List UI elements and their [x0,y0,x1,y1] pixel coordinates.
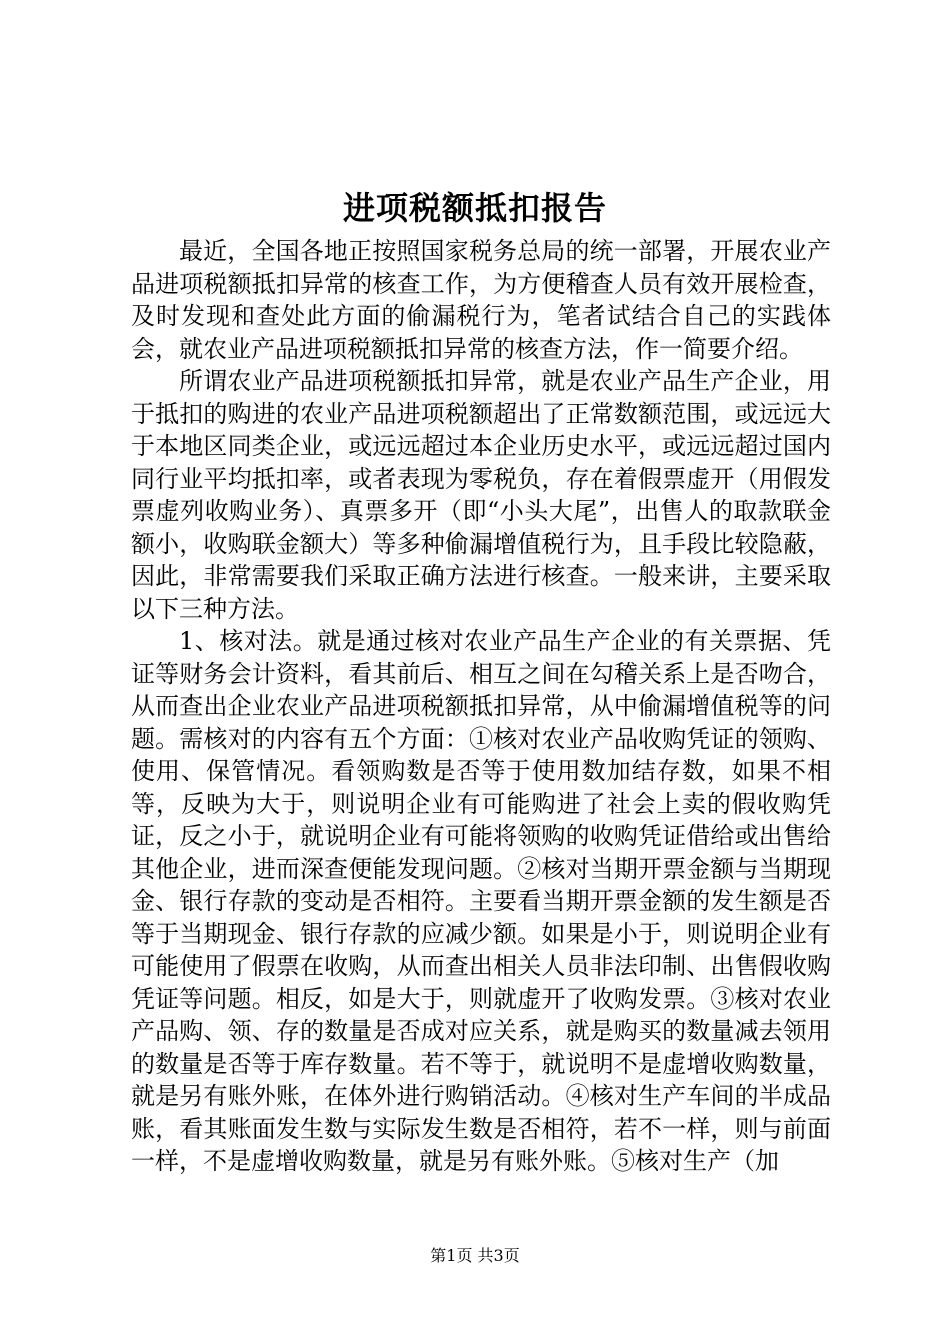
paragraph-intro: 最近，全国各地正按照国家税务总局的统一部署，开展农业产品进项税额抵扣异常的核查工作，为方便稽查人员有效开展检查，及时发现和查处此方面的偷漏税行为，笔者试结合自己的实践体会，就农业产品进项税额抵扣异常的核查方法，作一简要介绍。 [131,237,831,363]
page-number-footer: 第1页 共3页 [430,1246,520,1265]
paragraph-method-check: 1、核对法。就是通过核对农业产品生产企业的有关票据、凭证等财务会计资料，看其前后、相互之间在勾稽关系上是否吻合，从而查出企业农业产品进项税额抵扣异常，从中偷漏增值税等的问题。需核对的内容有五个方面：①核对农业产品收购凭证的领购、使用、保管情况。看领购数是否等于使用数加结存数，如果不相等，反映为大于，则说明企业有可能购进了社会上卖的假收购凭证，反之小于，就说明企业有可能将领购的收购凭证借给或出售给其他企业，进而深查便能发现问题。②核对当期开票金额与当期现金、银行存款的变动是否相符。主要看当期开票金额的发生额是否等于当期现金、银行存款的应减少额。如果是小于，则说明企业有可能使用了假票在收购，从而查出相关人员非法印制、出售假收购凭证等问题。相反，如是大于，则就虚开了收购发票。③核对农业产品购、领、存的数量是否成对应关系，就是购买的数量减去领用的数量是否等于库存数量。若不等于，就说明不是虚增收购数量，就是另有账外账，在体外进行购销活动。④核对生产车间的半成品账，看其账面发生数与实际发生数是否相符，若不一样，则与前面一样，不是虚增收购数量，就是另有账外账。⑤核对生产（加 [131,627,831,1175]
document-body [131,235,831,1178]
document-title: 进项税额抵扣报告 [342,189,607,227]
paragraph-definition: 所谓农业产品进项税额抵扣异常，就是农业产品生产企业，用于抵扣的购进的农业产品进项税额超出了正常数额范围，或远远大于本地区同类企业，或远远超过本企业历史水平，或远远超过国内同行业平均抵扣率，或者表现为零税负，存在着假票虚开（用假发票虚列收购业务）、真票多开（即“小头大尾”，出售人的取款联金额小，收购联金额大）等多种偷漏增值税行为，且手段比较隐蔽，因此，非常需要我们采取正确方法进行核查。一般来讲，主要采取以下三种方法。 [131,367,831,623]
